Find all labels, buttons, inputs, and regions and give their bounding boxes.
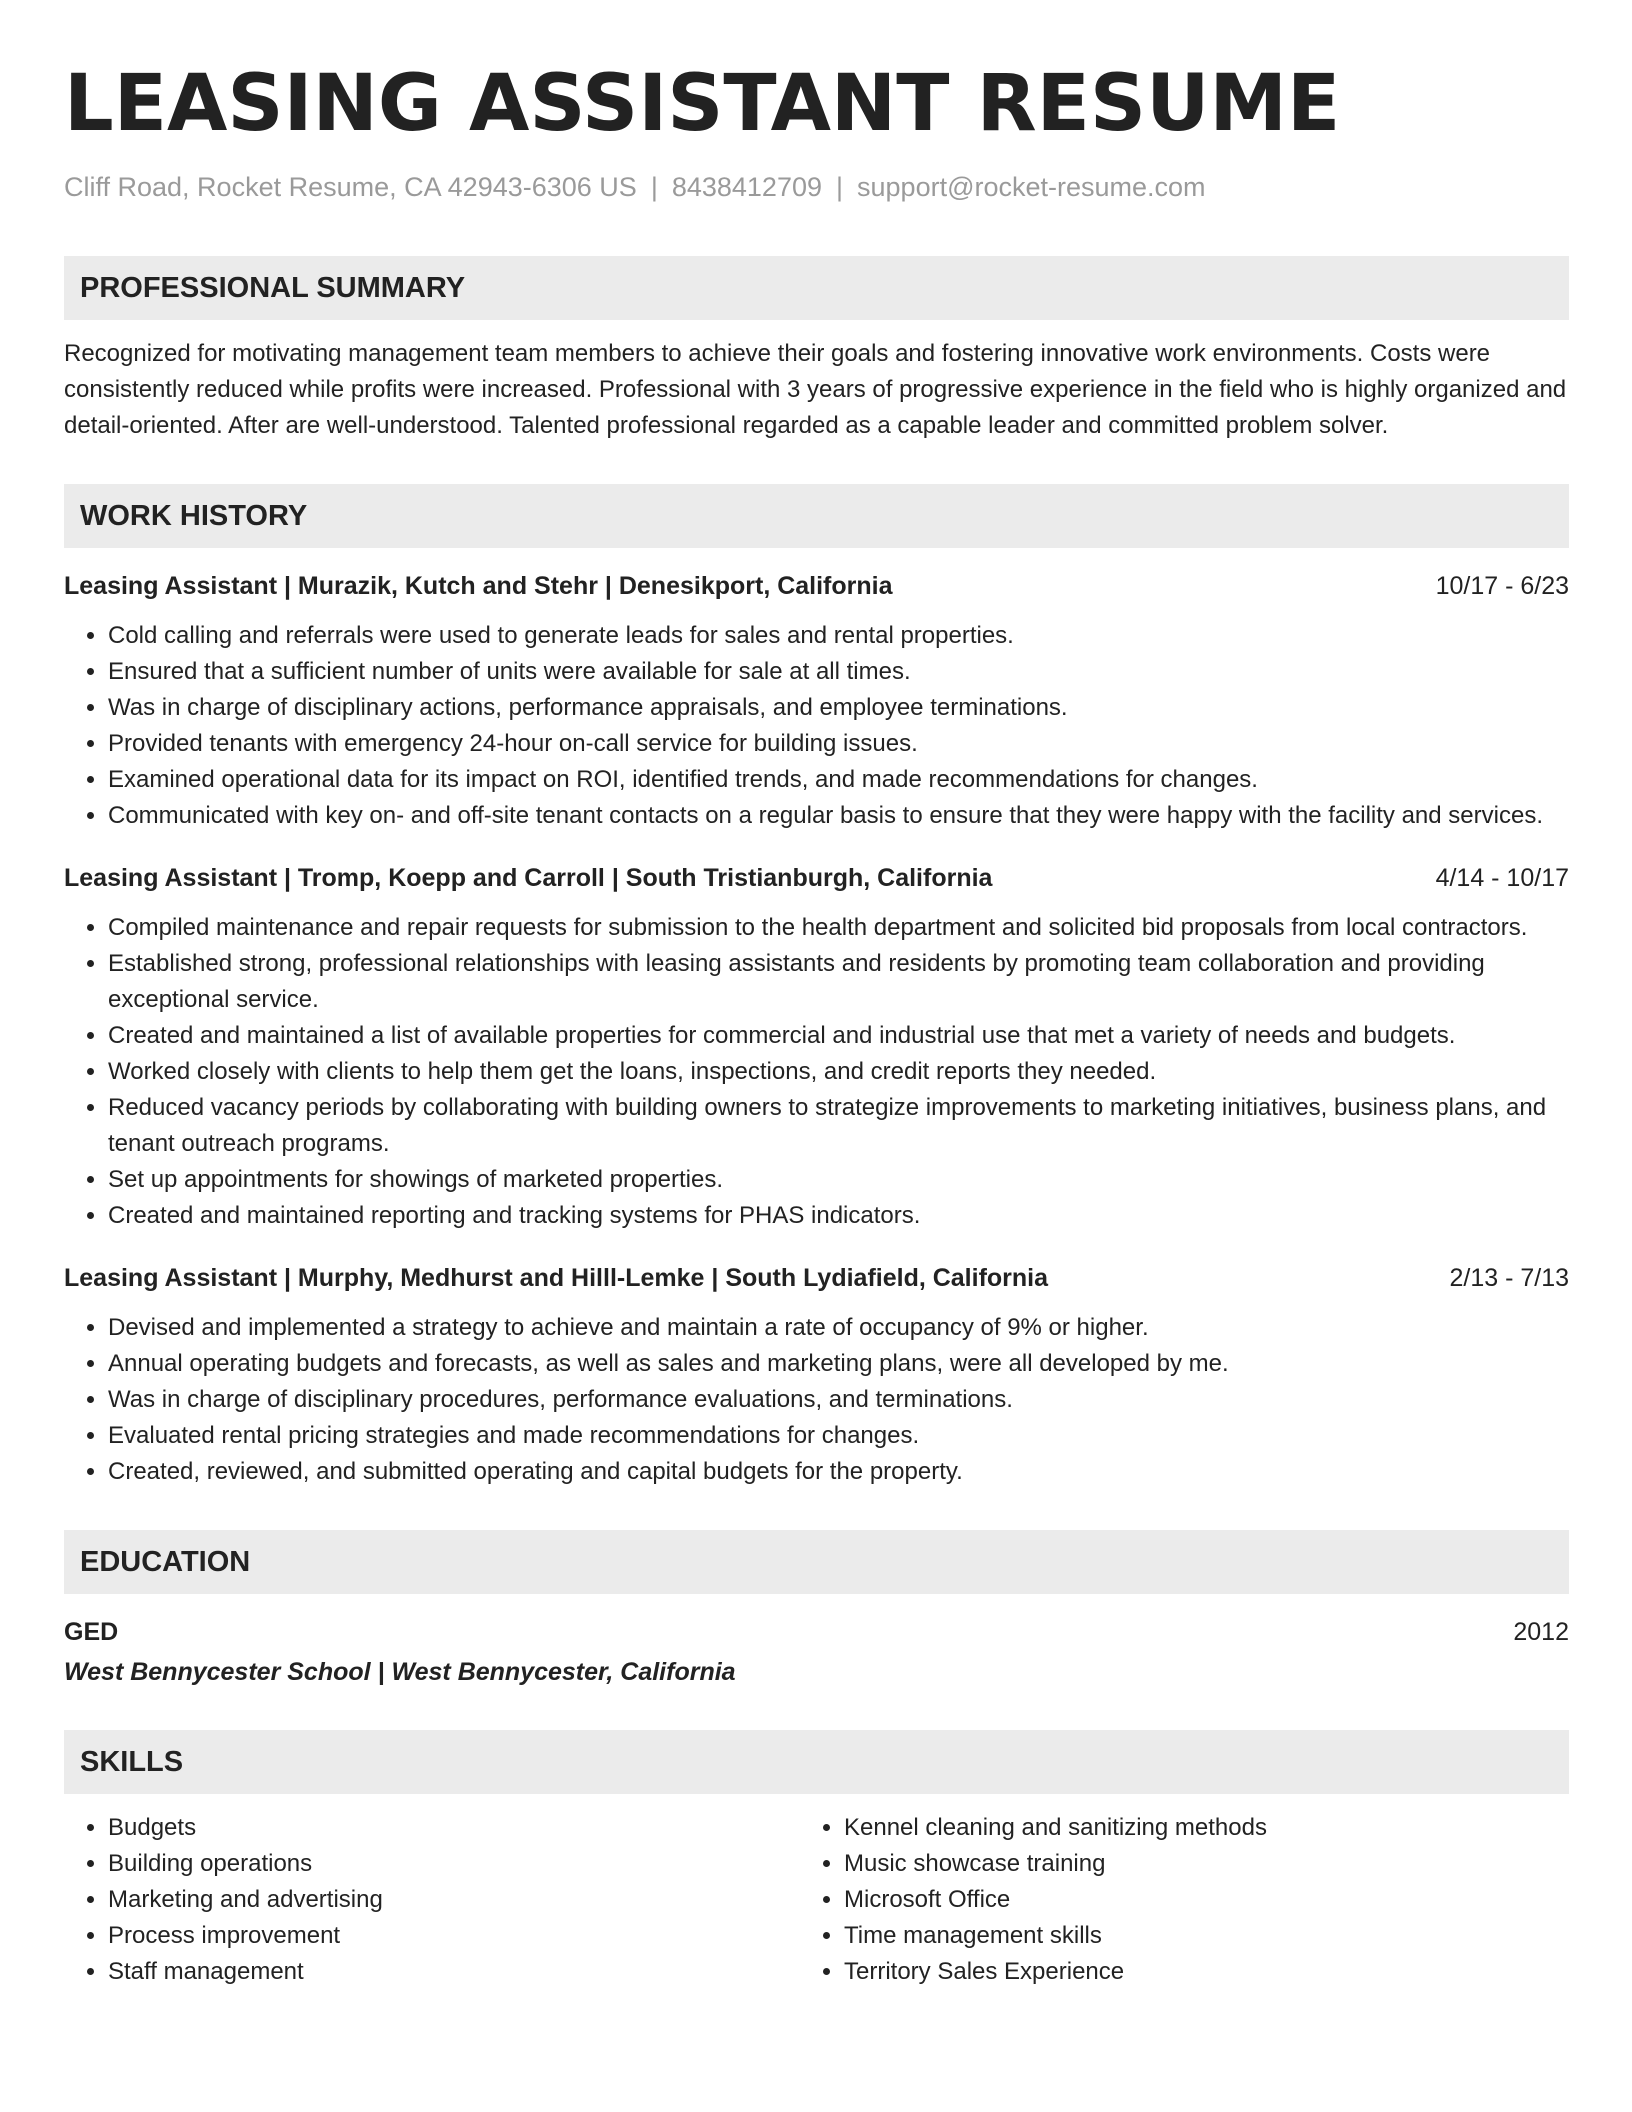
job-entry <box>64 860 1569 1234</box>
skills-left-column <box>64 1810 800 1990</box>
skill-item: • Marketing and advertising <box>108 1882 800 1918</box>
bullet-item: • Compiled maintenance and repair requests for submission to the health department and solicited bid proposals from local contractors. <box>108 910 1569 946</box>
school: West Bennycester School | West Bennycester, California <box>64 1658 736 1686</box>
skill-item: • Territory Sales Experience <box>844 1954 1536 1990</box>
education-year: 2012 <box>1513 1618 1569 1646</box>
skill-item: • Process improvement <box>108 1918 800 1954</box>
bullet-item: • Was in charge of disciplinary actions, performance appraisals, and employee terminations. <box>108 690 1569 726</box>
job-entry <box>64 1260 1569 1490</box>
job-bullets <box>64 910 1569 1234</box>
bullet-item: • Annual operating budgets and forecasts, as well as sales and marketing plans, were all developed by me. <box>108 1346 1569 1382</box>
work-history-heading: WORK HISTORY <box>64 484 1569 548</box>
contact-line <box>64 170 1569 204</box>
skills-right-column <box>800 1810 1536 1990</box>
separator: | <box>650 172 658 202</box>
skill-item: • Staff management <box>108 1954 800 1990</box>
bullet-item: • Established strong, professional relationships with leasing assistants and residents by promoting team collaboration and providing exceptional service. <box>108 946 1569 1018</box>
bullet-item: • Set up appointments for showings of marketed properties. <box>108 1162 1569 1198</box>
skill-item: • Budgets <box>108 1810 800 1846</box>
job-title: Leasing Assistant | Murazik, Kutch and Stehr | Denesikport, California <box>64 572 893 600</box>
job-header <box>64 1260 1569 1296</box>
summary-heading: PROFESSIONAL SUMMARY <box>64 256 1569 320</box>
resume-title: LEASING ASSISTANT RESUME <box>64 59 1341 149</box>
job-bullets <box>64 1310 1569 1490</box>
bullet-item: • Cold calling and referrals were used to generate leads for sales and rental properties. <box>108 618 1569 654</box>
job-header <box>64 860 1569 896</box>
job-entry <box>64 568 1569 834</box>
bullet-item: • Created, reviewed, and submitted operating and capital budgets for the property. <box>108 1454 1569 1490</box>
summary-text: Recognized for motivating management team members to achieve their goals and fostering innovative work environments. Costs were consistently reduced while profits were increased. Professional with 3 years of progressive experience in the field who is highly organized and detail-oriented. After are well-understood. Talented professional regarded as a capable leader and committed problem solver. <box>64 340 1567 439</box>
bullet-item: • Devised and implemented a strategy to achieve and maintain a rate of occupancy of 9% or higher. <box>108 1310 1569 1346</box>
skills-columns <box>64 1810 1569 1990</box>
skill-item: • Time management skills <box>844 1918 1536 1954</box>
skill-item: • Microsoft Office <box>844 1882 1536 1918</box>
skills-heading: SKILLS <box>64 1730 1569 1794</box>
bullet-item: • Communicated with key on- and off-site tenant contacts on a regular basis to ensure that they were happy with the facility and services. <box>108 798 1569 834</box>
education-heading: EDUCATION <box>64 1530 1569 1594</box>
job-dates: 2/13 - 7/13 <box>1449 1264 1569 1292</box>
bullet-item: • Ensured that a sufficient number of units were available for sale at all times. <box>108 654 1569 690</box>
degree: GED <box>64 1618 119 1646</box>
bullet-item: • Examined operational data for its impact on ROI, identified trends, and made recommendations for changes. <box>108 762 1569 798</box>
address: Cliff Road, Rocket Resume, CA 42943-6306 US <box>64 172 637 202</box>
skill-item: • Music showcase training <box>844 1846 1536 1882</box>
bullet-item: • Created and maintained a list of available properties for commercial and industrial use that met a variety of needs and budgets. <box>108 1018 1569 1054</box>
skill-item: • Kennel cleaning and sanitizing methods <box>844 1810 1536 1846</box>
job-title: Leasing Assistant | Tromp, Koepp and Carroll | South Tristianburgh, California <box>64 864 993 892</box>
phone: 8438412709 <box>671 172 822 202</box>
bullet-item: • Provided tenants with emergency 24-hour on-call service for building issues. <box>108 726 1569 762</box>
email: support@rocket-resume.com <box>857 172 1206 202</box>
skill-item: • Building operations <box>108 1846 800 1882</box>
job-header <box>64 568 1569 604</box>
separator: | <box>836 172 844 202</box>
job-dates: 10/17 - 6/23 <box>1435 572 1569 600</box>
job-bullets <box>64 618 1569 834</box>
bullet-item: • Created and maintained reporting and tracking systems for PHAS indicators. <box>108 1198 1569 1234</box>
education-header <box>64 1614 1569 1650</box>
bullet-item: • Worked closely with clients to help them get the loans, inspections, and credit reports they needed. <box>108 1054 1569 1090</box>
job-dates: 4/14 - 10/17 <box>1435 864 1569 892</box>
bullet-item: • Reduced vacancy periods by collaborating with building owners to strategize improvements to marketing initiatives, business plans, and tenant outreach programs. <box>108 1090 1569 1162</box>
job-title: Leasing Assistant | Murphy, Medhurst and Hilll-Lemke | South Lydiafield, California <box>64 1264 1049 1292</box>
bullet-item: • Was in charge of disciplinary procedures, performance evaluations, and terminations. <box>108 1382 1569 1418</box>
bullet-item: • Evaluated rental pricing strategies and made recommendations for changes. <box>108 1418 1569 1454</box>
